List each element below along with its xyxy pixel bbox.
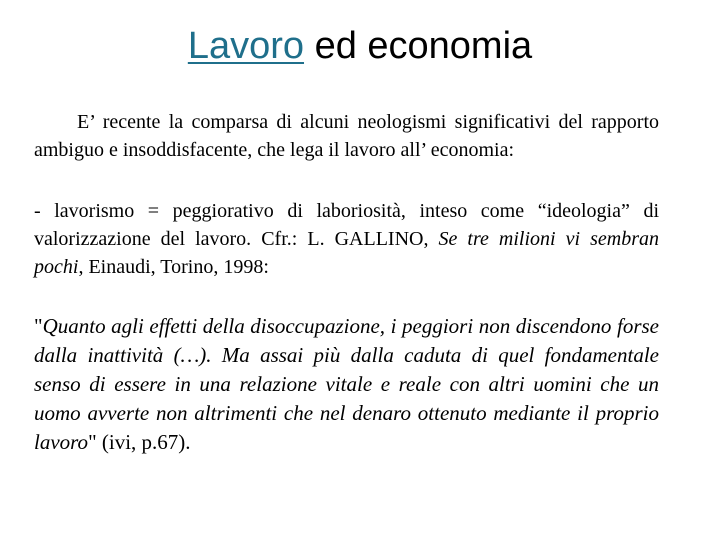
slide-title xyxy=(0,22,720,70)
book-title: Se tre milioni vi sembran pochi xyxy=(34,228,659,278)
definition-paragraph xyxy=(34,197,659,281)
quote-citation: " (ivi, p.67). xyxy=(88,430,191,454)
quote-open-mark: " xyxy=(34,314,43,338)
quote-text: Quanto agli effetti della disoccupazione, i peggiori non discendono forse dalla inattività (…). Ma assai più dalla caduta di quel fondamentale senso di essere in una relazione vitale e reale con altri uomini che un uomo avverte non altrimenti che nel denaro ottenuto mediante il proprio lavoro xyxy=(34,314,659,454)
quote-paragraph xyxy=(34,312,659,457)
intro-paragraph: E’ recente la comparsa di alcuni neologismi significativi del rapporto ambiguo e insoddisfacente, che lega il lavoro all’ economia: xyxy=(34,111,659,161)
slide-body xyxy=(34,108,659,457)
title-rest: ed economia xyxy=(304,25,533,67)
book-publisher: , Einaudi, Torino, 1998: xyxy=(78,256,269,278)
definition-text: - lavorismo = peggiorativo di laboriosità, inteso come “ideologia” di valorizzazione del lavoro. Cfr.: L. GALLINO, xyxy=(34,200,659,250)
title-link-lavoro[interactable]: Lavoro xyxy=(187,25,305,67)
